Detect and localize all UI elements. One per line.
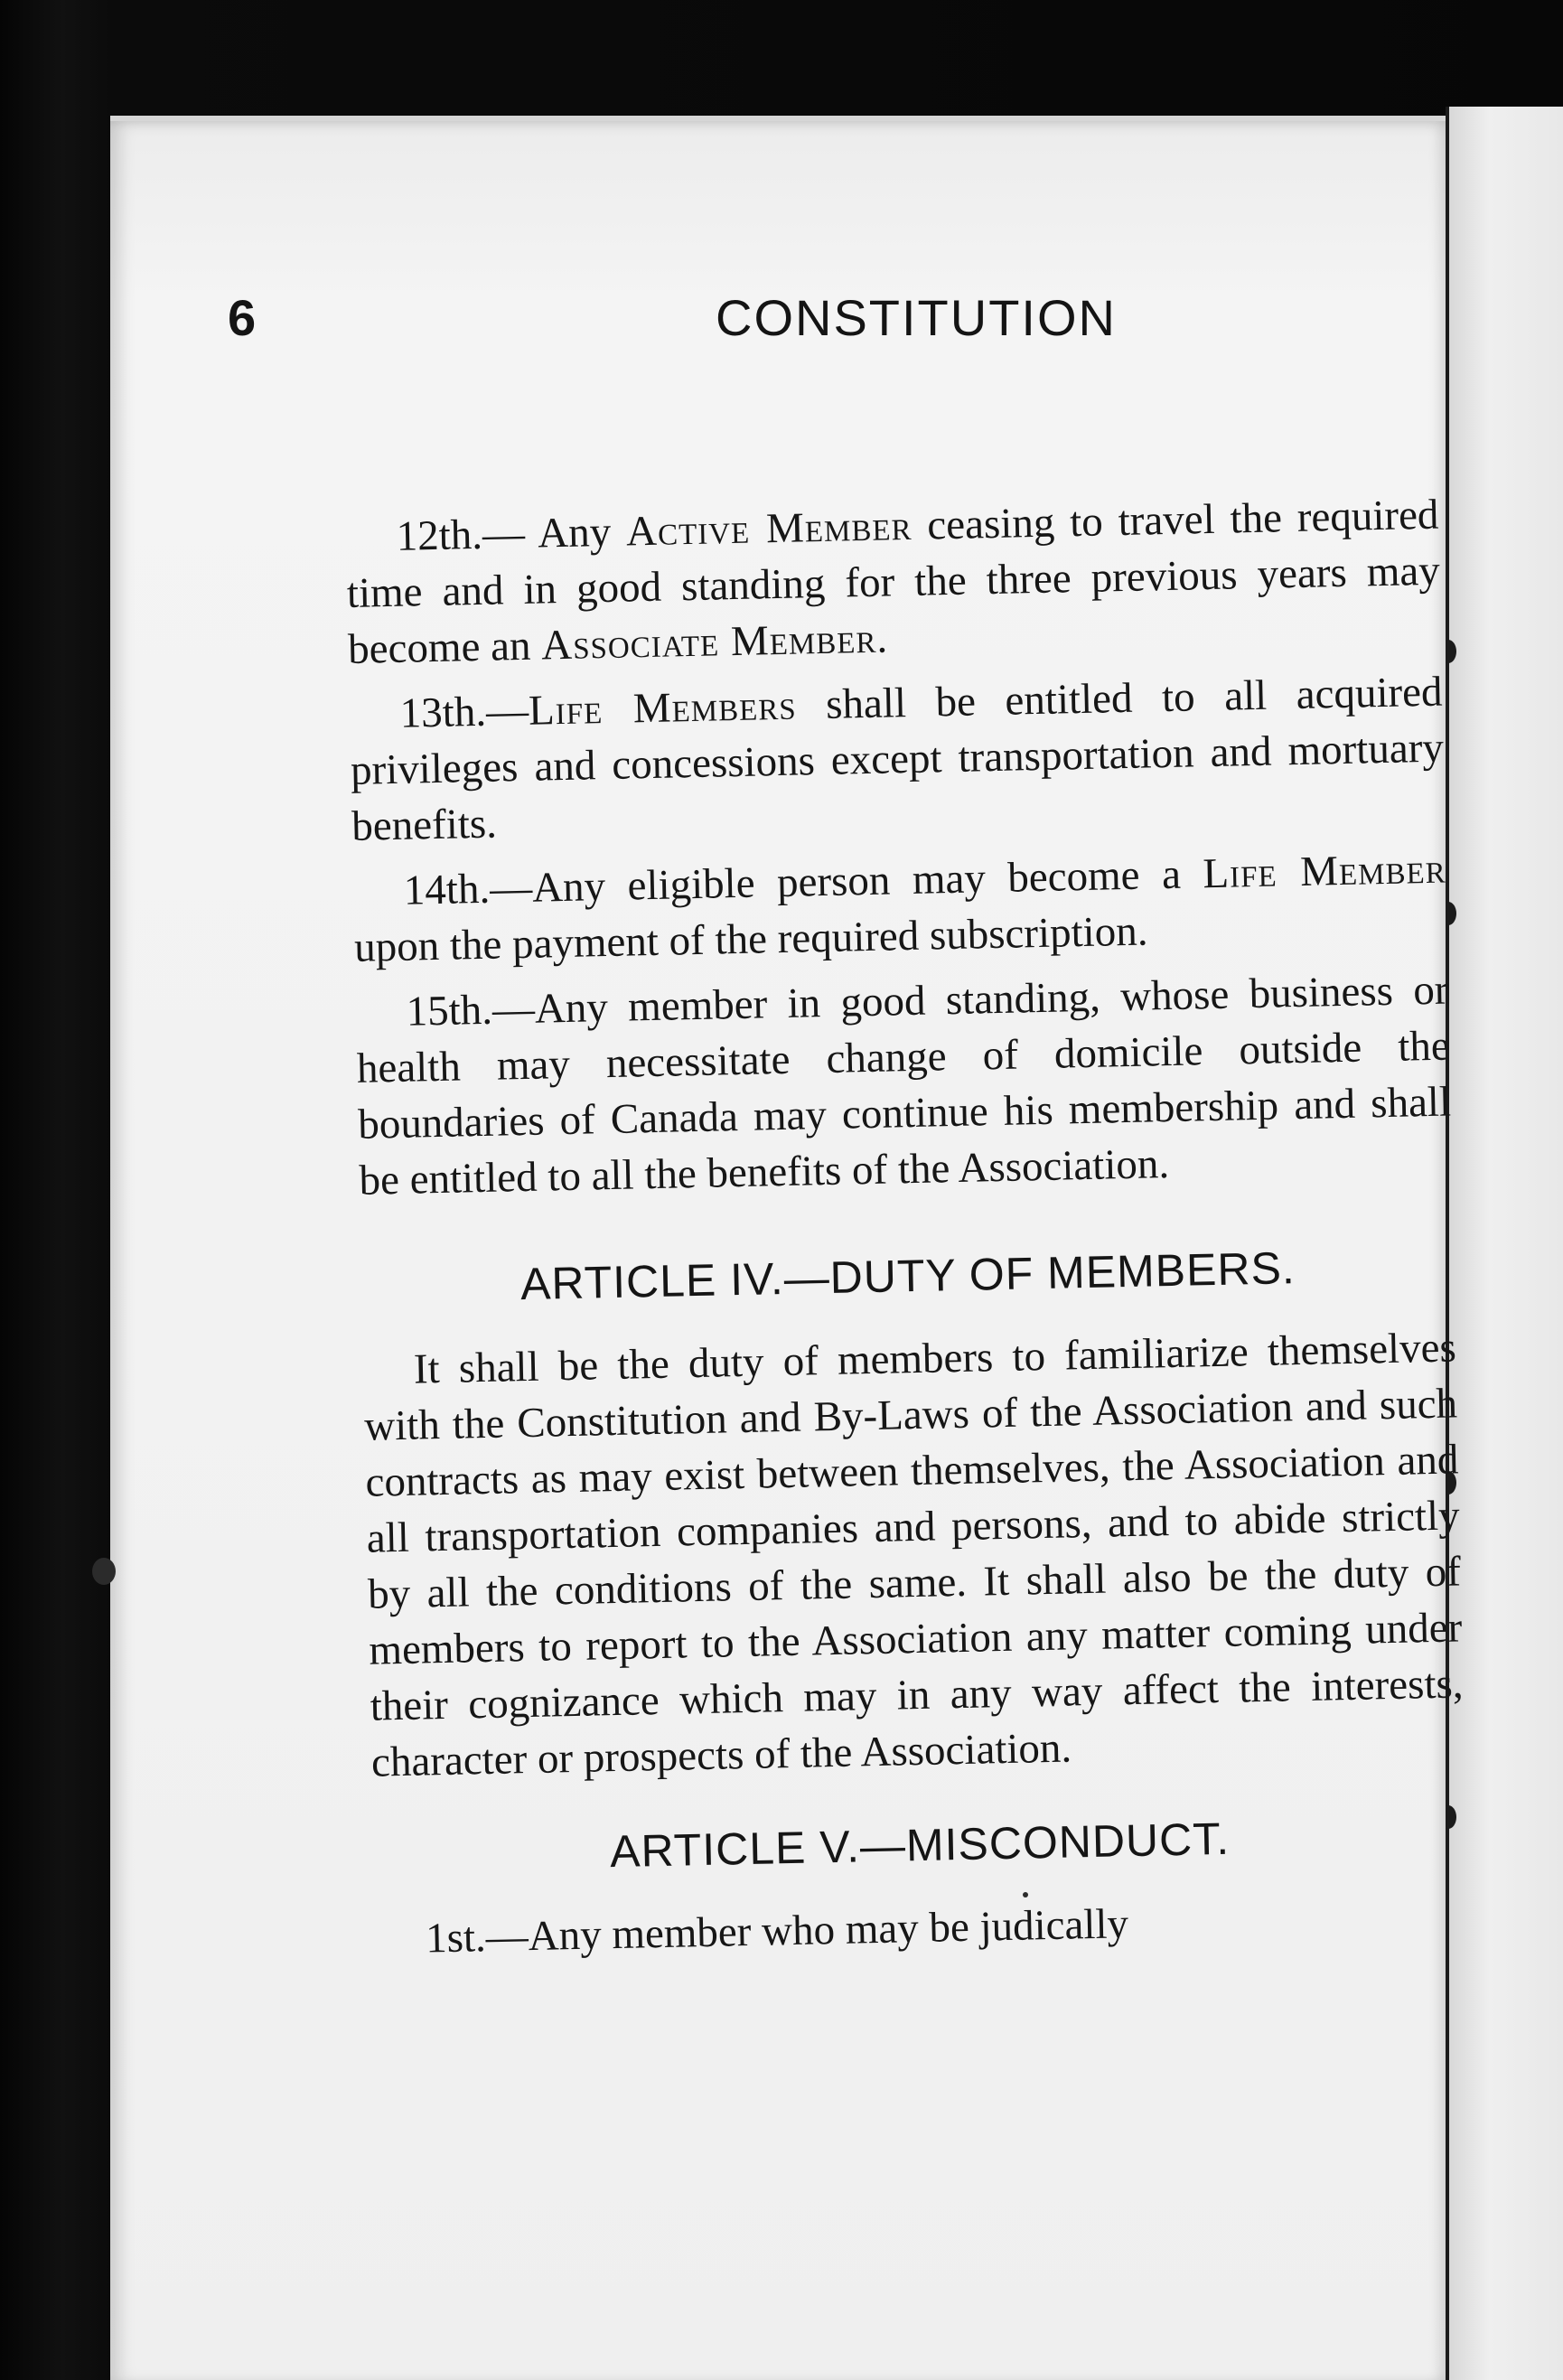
- section-14th: [352, 841, 1447, 976]
- section-text: Any: [524, 508, 627, 558]
- section-lead: 14th.—: [403, 864, 533, 914]
- article-iv-heading: ARTICLE IV.—DUTY OF MEMBERS.: [519, 1242, 1296, 1310]
- section-lead: 1st.—: [425, 1913, 529, 1963]
- page-body: [345, 487, 1469, 1968]
- section-13th: [349, 664, 1446, 855]
- term-life-member: Life Member: [1202, 845, 1447, 898]
- adjacent-page-edge: [1446, 107, 1563, 2380]
- article-v-heading: ARTICLE V.—MISCONDUCT.: [609, 1813, 1231, 1878]
- term-life-members: Life Members: [528, 681, 798, 735]
- scan-speck: [92, 1558, 116, 1585]
- section-text: ceasing to travel the required time and in good standing for the three previous years may become an: [346, 491, 1441, 673]
- section-text: Any member who may be judically: [528, 1900, 1129, 1961]
- page-number: 6: [228, 289, 257, 346]
- section-text: shall be entitled to all acquired privileges and concessions except transportation and mortuary benefits.: [350, 668, 1445, 850]
- running-title: CONSTITUTION: [716, 289, 1117, 346]
- section-text: .: [875, 614, 888, 662]
- section-lead: 12th.—: [396, 510, 526, 560]
- scan-speck: [1023, 1892, 1028, 1897]
- section-text: Any member in good standing, whose business or health may necessitate change of domicile outside the boundaries of Canada may continue his membership and shall be entitled to all the benefits of the Association.: [356, 966, 1452, 1204]
- section-12th: [345, 487, 1442, 678]
- section-lead: 13th.—: [399, 687, 529, 737]
- section-15th: [355, 962, 1453, 1209]
- section-text: Any eligible person may become a: [531, 850, 1203, 912]
- section-lead: 15th.—: [406, 985, 536, 1035]
- article-iv-body: It shall be the duty of members to familiarize themselves with the Constitution and By-Laws of the Association and such contracts as may exist between themselves, the Association and all transportation companies and persons, and to abide strictly by all the conditions of the same. It shall also be the duty of members to report to the Association any matter coming under their cognizance which may in any way affect the interests, character or prospects of the Association.: [363, 1324, 1465, 1786]
- term-active-member: Active Member: [625, 501, 913, 556]
- article-v-first-clause: [375, 1888, 1469, 1967]
- book-page: [110, 116, 1465, 2380]
- term-associate-member: Associate Member: [540, 614, 877, 670]
- section-text: upon the payment of the required subscription.: [353, 907, 1148, 971]
